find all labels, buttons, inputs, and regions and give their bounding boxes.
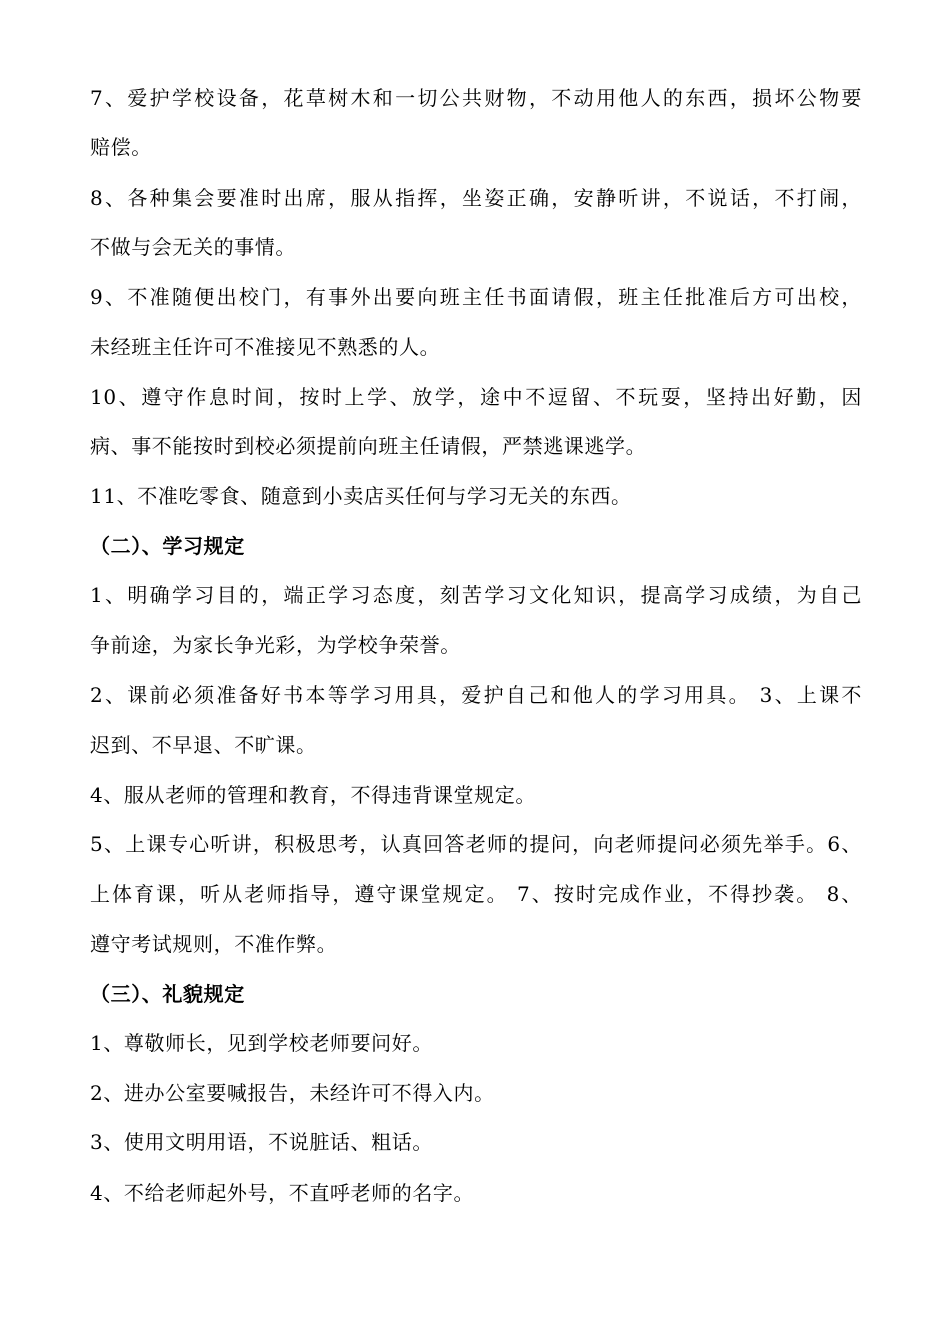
study-rule-1-line-2: 争前途，为家长争光彩，为学校争荣誉。 <box>90 633 461 657</box>
rule-7-line-2: 赔偿。 <box>90 135 152 159</box>
etiquette-rule-3: 3、使用文明用语，不说脏话、粗话。 <box>90 1130 433 1154</box>
rule-8-line-1: 8、各种集会要准时出席，服从指挥，坐姿正确，安静听讲，不说话，不打闹， <box>90 186 862 210</box>
rule-10-line-2: 病、事不能按时到校必须提前向班主任请假，严禁逃课逃学。 <box>90 434 647 458</box>
rule-9-line-2: 未经班主任许可不准接见不熟悉的人。 <box>90 335 441 359</box>
section-heading-study: （二）、学习规定 <box>90 534 245 558</box>
study-rule-4-line-1: 4、服从老师的管理和教育，不得违背课堂规定。 <box>90 783 536 807</box>
etiquette-rule-1: 1、尊敬师长，见到学校老师要问好。 <box>90 1031 433 1055</box>
study-rule-2-line-2: 迟到、不早退、不旷课。 <box>90 733 317 757</box>
rule-8-line-2: 不做与会无关的事情。 <box>90 235 296 259</box>
study-rule-1-line-1: 1、明确学习目的，端正学习态度，刻苦学习文化知识，提高学习成绩，为自己 <box>90 583 862 607</box>
etiquette-rule-2: 2、进办公室要喊报告，未经许可不得入内。 <box>90 1081 495 1105</box>
etiquette-rule-4: 4、不给老师起外号，不直呼老师的名字。 <box>90 1181 475 1205</box>
section-heading-etiquette: （三）、礼貌规定 <box>90 982 245 1006</box>
rule-10-line-1: 10、遵守作息时间，按时上学、放学，途中不逗留、不玩耍，坚持出好勤，因 <box>90 385 862 409</box>
rule-9-line-1: 9、不准随便出校门，有事外出要向班主任书面请假，班主任批准后方可出校， <box>90 285 862 309</box>
rule-11-line-1: 11、不准吃零食、随意到小卖店买任何与学习无关的东西。 <box>90 484 632 508</box>
study-rule-5-line-1: 5、上课专心听讲，积极思考，认真回答老师的提问，向老师提问必须先举手。6、 <box>90 832 862 856</box>
rule-7-line-1: 7、爱护学校设备，花草树木和一切公共财物，不动用他人的东西，损坏公物要 <box>90 86 862 110</box>
study-rule-2-line-1: 2、课前必须准备好书本等学习用具，爱护自己和他人的学习用具。 3、上课不 <box>90 683 862 707</box>
study-rule-8-line-1: 遵守考试规则，不准作弊。 <box>90 932 338 956</box>
study-rule-5-line-2: 上体育课，听从老师指导，遵守课堂规定。 7、按时完成作业，不得抄袭。 8、 <box>90 882 862 906</box>
